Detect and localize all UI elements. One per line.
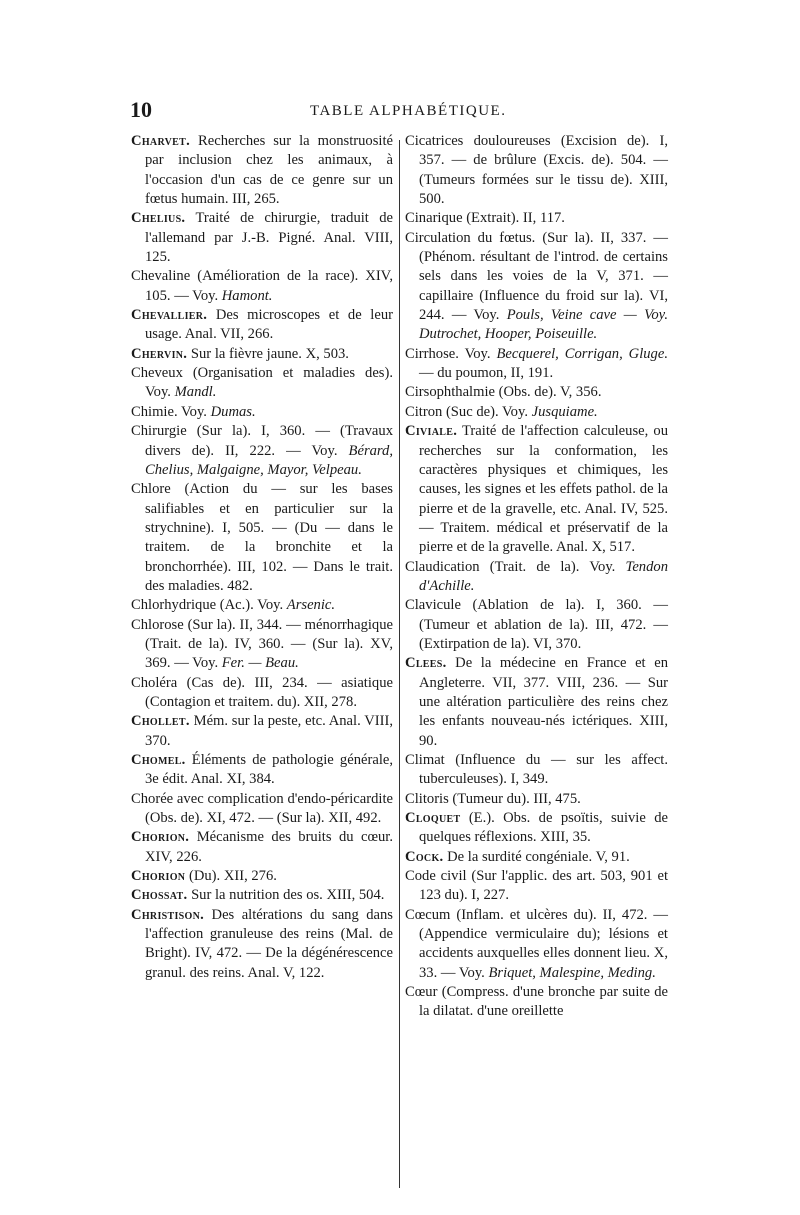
entry-text: Code civil (Sur l'applic. des art. 503, 901 et 123 du). I, 227.	[405, 868, 668, 904]
index-entry	[131, 674, 393, 713]
entry-text: Chorée avec complication d'endo-péricardite (Obs. de). XI, 472. — (Sur la). XII, 492.	[131, 790, 393, 827]
index-entry	[131, 480, 393, 596]
entry-text: Choléra (Cas de). III, 234. — asiatique (Contagion et traitem. du). XII, 278.	[131, 674, 393, 710]
index-entry	[131, 828, 393, 867]
entry-text: Clavicule (Ablation de la). I, 360. — (Tumeur et ablation de la). III, 472. — (Extirpation de la). VI, 370.	[405, 597, 668, 652]
cross-reference: Bérard, Chelius, Malgaigne, Mayor, Velpeau.	[145, 442, 393, 478]
author-name: Chelius.	[131, 210, 186, 227]
index-entry	[131, 364, 393, 403]
cross-reference: Arsenic.	[286, 597, 336, 614]
author-name: Cock.	[405, 848, 444, 865]
index-entry	[131, 616, 393, 674]
author-name: Cloquet	[405, 810, 461, 827]
page-header	[130, 97, 665, 127]
entry-text: Chlore (Action du — sur les bases salifiables et en particulier sur la strychnine). I, 505. — (Du — dans le traitem. de la bronchite et la bronchorrhée). III, 102. — Dans le trait. des maladies. 482.	[131, 481, 393, 594]
author-name: Clees.	[405, 655, 447, 672]
index-entry	[405, 654, 668, 751]
entry-text: Des altérations du sang dans l'affection granuleuse des reins (Mal. de Bright). IV, 472. — De la dégénérescence granul. des reins. Anal. V, 122.	[145, 906, 393, 981]
cross-reference: Mandl.	[174, 384, 217, 401]
author-name: Chorion.	[131, 829, 190, 846]
cross-reference: Fer. — Beau.	[221, 655, 299, 672]
cross-reference: Dumas.	[210, 403, 256, 420]
entry-text: (E.). Obs. de psoïtis, suivie de quelques réflexions. XIII, 35.	[419, 810, 668, 846]
entry-text: Citron (Suc de). Voy.	[405, 403, 532, 420]
index-entry	[131, 422, 393, 480]
entry-text: Mém. sur la peste, etc. Anal. VIII, 370.	[145, 713, 393, 749]
author-name: Chorion	[131, 868, 186, 885]
entry-text: Cirrhose. Voy.	[405, 345, 497, 362]
cross-reference: Pouls, Veine cave — Voy. Dutrochet, Hooper, Poiseuille.	[419, 307, 668, 343]
running-title: TABLE ALPHABÉTIQUE.	[310, 103, 507, 119]
index-entry	[131, 790, 393, 829]
entry-text-tail: — du poumon, II, 191.	[419, 365, 554, 382]
entry-text: Chevaline (Amélioration de la race). XIV, 105. — Voy.	[131, 268, 393, 304]
entry-text: Cicatrices douloureuses (Excision de). I, 357. — de brûlure (Excis. de). 504. — (Tumeurs formées sur le tissu de). XIII, 500.	[405, 133, 668, 208]
page-number: 10	[130, 97, 152, 122]
entry-text: Traité de l'affection calculeuse, ou recherches sur la conformation, les caractères physiques et chimiques, les causes, les signes et les effets pathol. de la pierre et de la gravelle, etc. Anal. IV, 525. — Traitem. médical et préservatif de la pierre et de la gravelle. Anal. X, 517.	[419, 423, 668, 556]
entry-text: Climat (Influence du — sur les affect. tuberculeuses). I, 349.	[405, 752, 668, 788]
index-entry	[131, 345, 393, 364]
index-entry	[405, 848, 668, 867]
index-entry	[131, 209, 393, 267]
cross-reference: Hamont.	[221, 287, 273, 304]
entry-text: De la surdité congéniale. V, 91.	[443, 848, 630, 865]
index-entry	[131, 886, 393, 905]
author-name: Chervin.	[131, 345, 188, 362]
author-name: Chossat.	[131, 887, 188, 904]
entry-text: Mécanisme des bruits du cœur. XIV, 226.	[145, 829, 393, 865]
index-entry	[131, 906, 393, 983]
index-entry	[405, 209, 668, 228]
entry-text: Cirsophthalmie (Obs. de). V, 356.	[405, 384, 602, 401]
cross-reference: Tendon d'Achille.	[419, 558, 668, 594]
index-entry	[131, 867, 393, 886]
index-entry	[131, 306, 393, 345]
index-entry	[405, 751, 668, 790]
cross-reference: Briquet, Malespine, Meding.	[488, 964, 656, 981]
index-entry	[131, 596, 393, 615]
entry-text: Sur la fièvre jaune. X, 503.	[187, 345, 349, 362]
left-column	[131, 132, 393, 983]
entry-text: Cheveux (Organisation et maladies des). Voy.	[131, 365, 393, 401]
cross-reference: Jusquiame.	[531, 403, 598, 420]
index-entry	[131, 267, 393, 306]
index-entry	[405, 809, 668, 848]
author-name: Charvet.	[131, 133, 191, 149]
index-entry	[405, 596, 668, 654]
index-entry	[131, 751, 393, 790]
index-entry	[131, 712, 393, 751]
entry-text: Chirurgie (Sur la). I, 360. — (Travaux divers de). II, 222. — Voy.	[131, 423, 393, 459]
entry-text: Claudication (Trait. de la). Voy.	[405, 558, 626, 575]
index-entry	[405, 558, 668, 597]
right-column	[405, 132, 668, 1022]
entry-text: Chlorose (Sur la). II, 344. — ménorrhagique (Trait. de la). IV, 360. — (Sur la). XV, 369. — Voy.	[131, 616, 393, 672]
author-name: Chomel.	[131, 752, 186, 768]
index-entry	[405, 422, 668, 557]
entry-text: Chimie. Voy.	[131, 403, 211, 420]
index-entry	[405, 790, 668, 809]
column-divider	[399, 140, 400, 1188]
entry-text: Traité de chirurgie, traduit de l'allemand par J.-B. Pigné. Anal. VIII, 125.	[145, 210, 393, 266]
entry-text: Chlorhydrique (Ac.). Voy.	[131, 597, 287, 614]
author-name: Chollet.	[131, 713, 190, 730]
entry-text: Sur la nutrition des os. XIII, 504.	[187, 887, 385, 904]
entry-text: Cœur (Compress. d'une bronche par suite de la dilatat. d'une oreillette	[405, 984, 668, 1020]
entry-text: Recherches sur la monstruosité par inclusion chez les animaux, à l'occasion d'un cas de ce genre sur un fœtus humain. III, 265.	[145, 133, 393, 208]
index-entry	[405, 403, 668, 422]
entry-text: Cinarique (Extrait). II, 117.	[405, 210, 565, 227]
entry-text: Des microscopes et de leur usage. Anal. VII, 266.	[145, 307, 393, 343]
entry-text: De la médecine en France et en Angleterre. VII, 377. VIII, 236. — Sur une altération particulière des reins chez les enfants nouveau-nés ictériques. XIII, 90.	[419, 655, 668, 749]
index-entry	[131, 403, 393, 422]
author-name: Civiale.	[405, 423, 458, 440]
index-entry	[131, 132, 393, 209]
index-entry	[405, 229, 668, 345]
index-entry	[405, 345, 668, 384]
author-name: Chevallier.	[131, 307, 208, 324]
index-entry	[405, 983, 668, 1022]
entry-text: (Du). XII, 276.	[185, 868, 277, 885]
entry-text: Circulation du fœtus. (Sur la). II, 337. — (Phénom. résultant de l'introd. de certains sels dans les voies de la V, 371. — capillaire (Influence du froid sur la). VI, 244. — Voy.	[405, 229, 668, 324]
entry-text: Cœcum (Inflam. et ulcères du). II, 472. — (Appendice vermiculaire du); lésions et accidents auxquelles elles donnent lieu. X, 33. — Voy.	[405, 906, 668, 981]
cross-reference: Becquerel, Corrigan, Gluge.	[496, 345, 668, 362]
author-name: Christison.	[131, 906, 205, 923]
index-entry	[405, 906, 668, 983]
index-entry	[405, 867, 668, 906]
index-entry	[405, 383, 668, 402]
entry-text: Éléments de pathologie générale, 3e édit. Anal. XI, 384.	[145, 752, 393, 788]
entry-text: Clitoris (Tumeur du). III, 475.	[405, 790, 581, 807]
index-entry	[405, 132, 668, 209]
